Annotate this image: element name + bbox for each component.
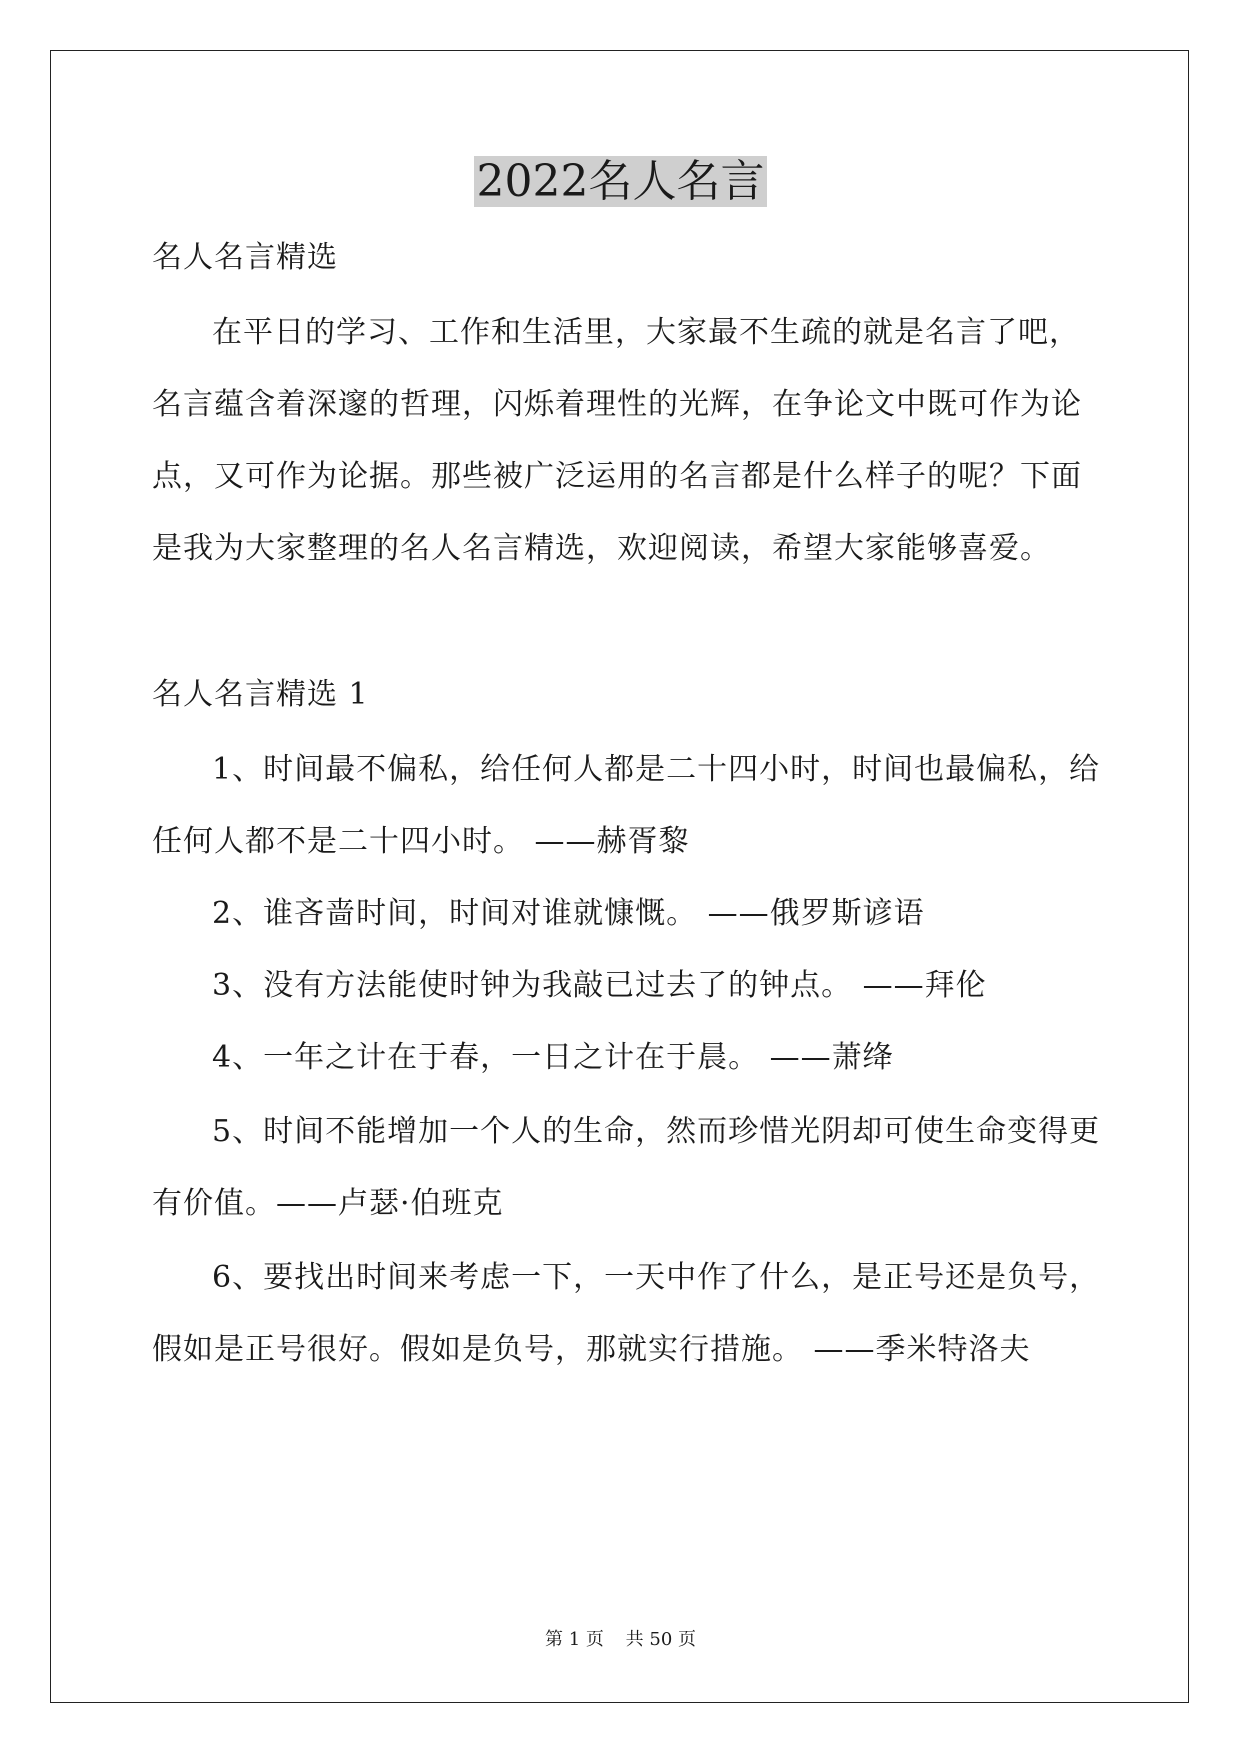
page-number: 第 1 页 xyxy=(545,1629,604,1650)
section-heading: 名人名言精选 xyxy=(152,240,338,275)
quote-line: 假如是正号很好。假如是负号，那就实行措施。 ——季米特洛夫 xyxy=(152,1332,1031,1367)
intro-line: 点，又可作为论据。那些被广泛运用的名言都是什么样子的呢？下面 xyxy=(152,459,1082,494)
subsection-heading: 名人名言精选 1 xyxy=(152,677,369,712)
quote-line: 6、要找出时间来考虑一下，一天中作了什么，是正号还是负号， xyxy=(212,1260,1101,1295)
page-footer xyxy=(0,1628,1241,1652)
quote-line: 5、时间不能增加一个人的生命，然而珍惜光阴却可使生命变得更 xyxy=(212,1114,1101,1149)
page-frame xyxy=(50,50,1189,1703)
intro-line: 是我为大家整理的名人名言精选，欢迎阅读，希望大家能够喜爱。 xyxy=(152,531,1051,566)
document-title-text: 2022名人名言 xyxy=(474,156,768,207)
intro-line: 在平日的学习、工作和生活里，大家最不生疏的就是名言了吧， xyxy=(212,315,1080,350)
quote-line: 4、一年之计在于春，一日之计在于晨。 ——萧绛 xyxy=(212,1040,894,1075)
quote-line: 2、谁吝啬时间，时间对谁就慷慨。 ——俄罗斯谚语 xyxy=(212,896,925,931)
quote-line: 1、时间最不偏私，给任何人都是二十四小时，时间也最偏私，给 xyxy=(212,752,1101,787)
document-title xyxy=(0,153,1241,211)
page-total: 共 50 页 xyxy=(625,1629,696,1650)
quote-line: 3、没有方法能使时钟为我敲已过去了的钟点。 ——拜伦 xyxy=(212,968,987,1003)
quote-line: 任何人都不是二十四小时。 ——赫胥黎 xyxy=(152,824,690,859)
intro-line: 名言蕴含着深邃的哲理，闪烁着理性的光辉，在争论文中既可作为论 xyxy=(152,387,1082,422)
quote-line: 有价值。——卢瑟·伯班克 xyxy=(152,1186,504,1221)
